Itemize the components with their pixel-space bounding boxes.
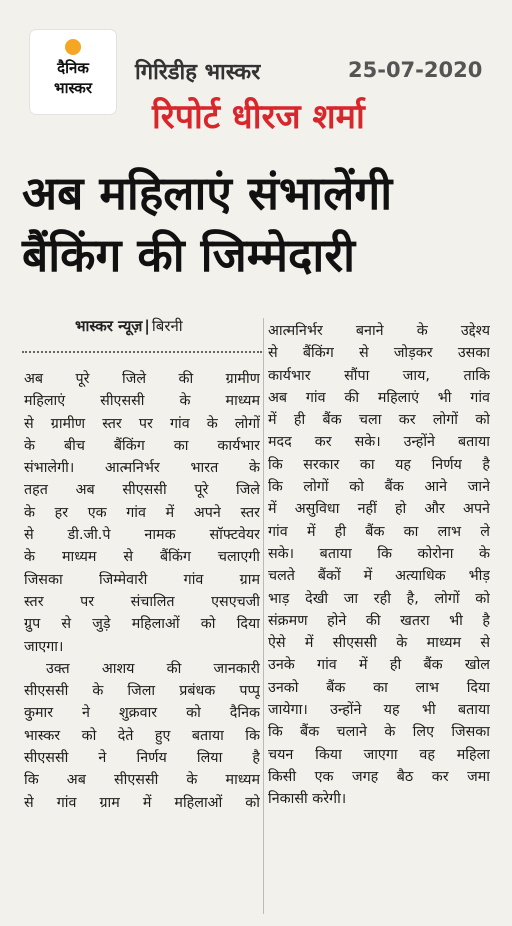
article-line: संक्रमण होने की खतरा भी है (268, 612, 490, 629)
article-line: से डी.जी.पे नामक सॉफ्टवेयर (24, 527, 260, 544)
article-line: ऐसे में सीएससी के माध्यम से (268, 635, 490, 652)
article-line: जायेगा। उन्होंने यह भी बताया (268, 702, 490, 719)
article-line: कि बैंक चलाने के लिए जिसका (268, 724, 490, 741)
article-line: कार्यभार सौंपा जाय, ताकि (268, 367, 490, 384)
article-column-left (24, 368, 260, 814)
article-line: जाएगा। (24, 638, 64, 655)
article-line: महिलाएं सीएससी के माध्यम (24, 393, 260, 410)
article-line: चलते बैंकों में अत्याधिक भीड़ (268, 568, 490, 585)
dainik-bhaskar-logo (30, 30, 116, 114)
edition-name: गिरिडीह भास्कर (135, 60, 261, 85)
article-line: कुमार ने शुक्रवार को दैनिक (24, 705, 260, 722)
article-line: भाड़ देखी जा रही है, लोगों को (268, 590, 490, 607)
article-line: ग्रुप से जुड़े महिलाओं को दिया (24, 616, 260, 633)
article-line: जिसका जिम्मेवारी गांव ग्राम (24, 571, 260, 588)
sun-icon (65, 39, 81, 55)
article-line: भास्कर को देते हुए बताया कि (24, 727, 260, 744)
byline-separator: | (144, 317, 150, 335)
headline-line-2: बैंकिंग की जिम्मेदारी (22, 228, 356, 282)
article-line: स्तर पर संचालित एसएचजी (24, 593, 260, 610)
logo-line-1: दैनिक (57, 59, 89, 77)
article-line: सीएससी के जिला प्रबंधक पप्पू (24, 683, 260, 700)
publication-date: 25-07-2020 (348, 58, 483, 82)
dotted-divider (22, 351, 262, 353)
byline (75, 316, 183, 336)
article-line: अब पूरे जिले की ग्रामीण (24, 371, 260, 387)
article-line: में असुविधा नहीं हो और अपने (268, 501, 490, 518)
reporter-credit: रिपोर्ट धीरज शर्मा (152, 97, 365, 137)
article-line: कि अब सीएससी के माध्यम (24, 772, 260, 789)
article-line: चयन किया जाएगा वह महिला (268, 746, 490, 763)
article-line: सीएससी ने निर्णय लिया है (24, 750, 260, 767)
article-line: कि सरकार का यह निर्णय है (268, 456, 490, 473)
article-line: अब गांव की महिलाएं भी गांव (268, 389, 490, 406)
article-line: तहत अब सीएससी पूरे जिले (24, 482, 260, 499)
article-line: कि लोगों को बैंक आने जाने (268, 479, 490, 496)
column-divider (263, 318, 264, 914)
article-line: आत्मनिर्भर बनाने के उद्देश्य (268, 323, 490, 339)
article-line: मदद कर सके। उन्होंने बताया (268, 434, 490, 451)
article-line: उनके गांव में ही बैंक खोल (268, 657, 490, 674)
article-column-right (268, 320, 490, 811)
article-line: निकासी करेगी। (268, 791, 347, 808)
byline-source: भास्कर न्यूज़ (75, 317, 143, 335)
article-line: किसी एक जगह बैठ कर जमा (268, 768, 490, 785)
logo-line-2: भास्कर (54, 79, 92, 97)
article-line: के माध्यम से बैंकिंग चलाएगी (24, 549, 260, 566)
article-line: में ही बैंक चला कर लोगों को (268, 412, 490, 429)
article-line: संभालेगी। आत्मनिर्भर भारत के (24, 460, 260, 477)
article-line: उनको बैंक का लाभ दिया (268, 679, 490, 696)
article-line: से गांव ग्राम में महिलाओं को (24, 794, 260, 811)
article-line: गांव में ही बैंक का लाभ ले (268, 523, 490, 540)
byline-place: बिरनी (151, 317, 183, 335)
article-line: उक्त आशय की जानकारी (46, 660, 260, 677)
article-line: से बैंकिंग से जोड़कर उसका (268, 345, 490, 362)
headline-line-1: अब महिलाएं संभालेंगी (22, 166, 393, 220)
article-line: के हर एक गांव में अपने स्तर (24, 504, 260, 521)
article-line: से ग्रामीण स्तर पर गांव के लोगों (24, 415, 260, 432)
article-line: के बीच बैंकिंग का कार्यभार (24, 437, 260, 454)
article-line: सके। बताया कि कोरोना के (268, 545, 490, 562)
